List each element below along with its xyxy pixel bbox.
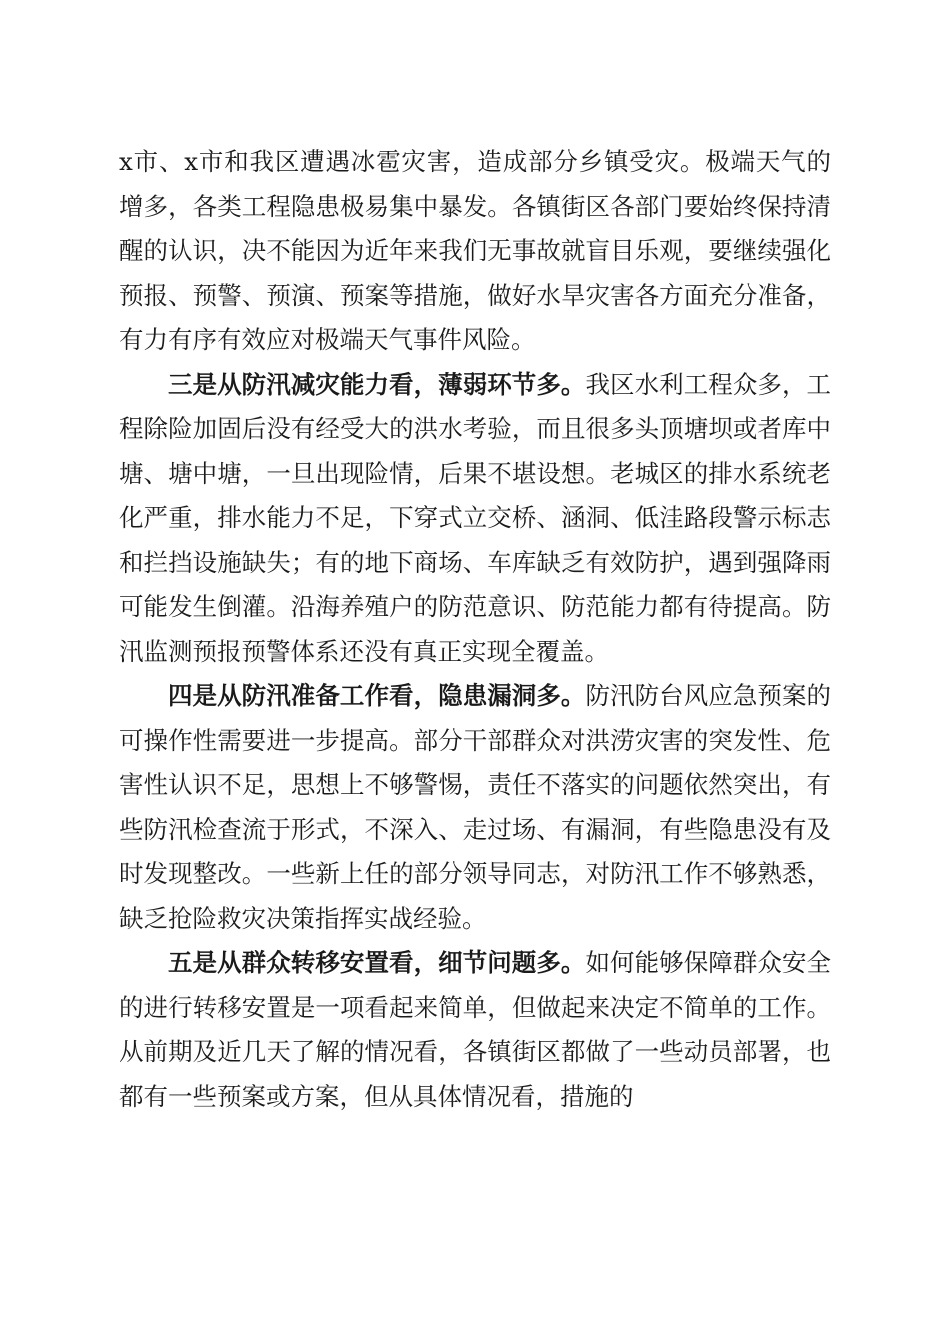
document-body — [119, 140, 831, 1119]
paragraph-three — [119, 363, 831, 675]
paragraph-continued — [119, 140, 831, 363]
paragraph-text: 防汛防台风应急预案的可操作性需要进一步提高。部分干部群众对洪涝灾害的突发性、危害性认识不足，思想上不够警惕，责任不落实的问题依然突出，有些防汛检查流于形式，不深入、走过场、有漏洞，有些隐患没有及时发现整改。一些新上任的部分领导同志，对防汛工作不够熟悉，缺乏抢险救灾决策指挥实战经验。 — [119, 681, 832, 933]
paragraph-four — [119, 674, 831, 941]
paragraph-lead: 四是从防汛准备工作看，隐患漏洞多。 — [168, 681, 586, 710]
paragraph-text: 我区水利工程众多，工程除险加固后没有经受大的洪水考验，而且很多头顶塘坝或者库中塘、塘中塘，一旦出现险情，后果不堪设想。老城区的排水系统老化严重，排水能力不足，下穿式立交桥、涵洞、低洼路段警示标志和拦挡设施缺失；有的地下商场、车库缺乏有效防护，遇到强降雨可能发生倒灌。沿海养殖户的防范意识、防范能力都有待提高。防汛监测预报预警体系还没有真正实现全覆盖。 — [119, 369, 832, 666]
paragraph-text: 如何能够保障群众安全的进行转移安置是一项看起来简单，但做起来决定不简单的工作。从前期及近几天了解的情况看，各镇街区都做了一些动员部署，也都有一些预案或方案，但从具体情况看，措施的 — [119, 948, 832, 1111]
paragraph-lead: 五是从群众转移安置看，细节问题多。 — [168, 948, 586, 977]
paragraph-text: x市、x市和我区遭遇冰雹灾害，造成部分乡镇受灾。极端天气的增多，各类工程隐患极易集中暴发。各镇街区各部门要始终保持清醒的认识，决不能因为近年来我们无事故就盲目乐观，要继续强化预报、预警、预演、预案等措施，做好水旱灾害各方面充分准备，有力有序有效应对极端天气事件风险。 — [119, 147, 831, 354]
paragraph-lead: 三是从防汛减灾能力看，薄弱环节多。 — [168, 369, 586, 399]
paragraph-five — [119, 941, 831, 1119]
